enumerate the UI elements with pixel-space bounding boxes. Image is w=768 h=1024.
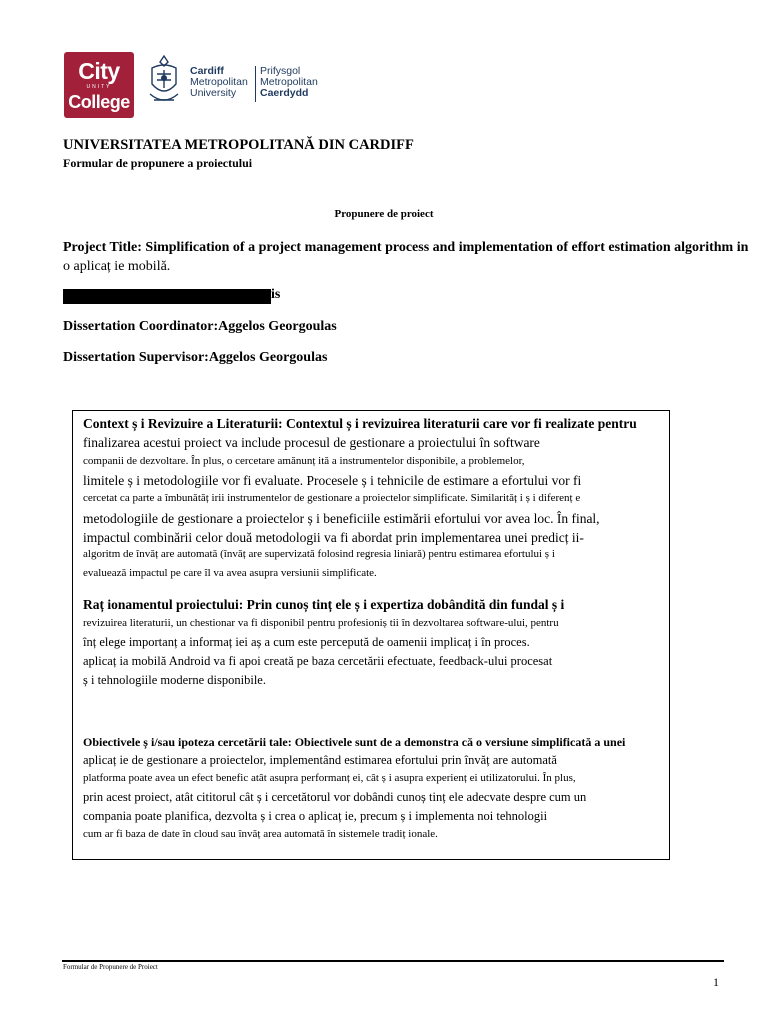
cmu-line3: University bbox=[190, 87, 237, 99]
context-line: finalizarea acestui proiect va include procesul de gestionare a proiectului în software bbox=[83, 435, 540, 450]
objectives-line: compania poate planifica, dezvolta ș i crea o aplicaț ie, precum ș i implementa noi tehnologii bbox=[83, 809, 548, 823]
project-title bbox=[63, 238, 763, 276]
project-title-line2: o aplicaț ie mobilă. bbox=[63, 259, 171, 274]
context-line: impactul combinării celor două metodologii va fi abordat prin implementarea unei predicț ii- bbox=[83, 530, 584, 545]
project-title-line1: Project Title: Simplification of a project management process and implementation of effort estimation algorithm in bbox=[63, 240, 749, 255]
context-heading-line: Context ș i Revizuire a Literaturii: Contextul ș i revizuirea literaturii care vor fi realizate pentru bbox=[83, 416, 637, 431]
rationale-line: înț elege importanț a informaț iei aș a cum este percepută de oamenii implicaț i în proces. bbox=[83, 635, 530, 649]
context-line: companii de dezvoltare. În plus, o cercetare amănunț ită a instrumentelor disponibile, a problemelor, bbox=[83, 455, 525, 467]
logo-divider bbox=[255, 66, 256, 102]
context-line: cercetat ca parte a îmbunătăț irii instrumentelor de gestionare a proiectelor simplificate. Similarităț i ș i diferenț e bbox=[83, 492, 581, 504]
cardiff-english-name bbox=[190, 66, 248, 99]
pmc-line1: Prifysgol bbox=[260, 65, 301, 77]
context-line: metodologiile de gestionare a proiectelor ș i beneficiile estimării efortului vor avea loc. În final, bbox=[83, 511, 600, 526]
context-line: algoritm de învăț are automată (învăț are supervizată folosind regresia liniară) pentru estimarea efortului ș i bbox=[83, 548, 555, 560]
city-logo-line3: College bbox=[68, 92, 130, 112]
rationale-line: revizuirea literaturii, un chestionar va fi disponibil pentru profesioniș tii în dezvoltarea software-ului, pentru bbox=[83, 617, 559, 629]
section-title: Propunere de proiect bbox=[334, 208, 434, 220]
rationale-line: aplicaț ia mobilă Android va fi apoi creată pe baza cercetării efectuate, feedback-ului procesat bbox=[83, 654, 553, 668]
context-line: limitele ș i metodologiile vor fi evaluate. Procesele ș i tehnicile de estimare a efortului vor fi bbox=[83, 473, 582, 488]
university-title: UNIVERSITATEA METROPOLITANĂ DIN CARDIFF bbox=[63, 137, 414, 153]
cmu-line2: Metropolitan bbox=[190, 76, 248, 88]
page-number: 1 bbox=[713, 975, 719, 989]
objectives-line: prin acest proiect, atât cititorul cât ș i cercetătorul vor dobândi cunoș tinț ele adecvate despre cum un bbox=[83, 790, 587, 804]
rationale-line: ș i tehnologiile moderne disponibile. bbox=[83, 673, 266, 687]
pmc-line2: Metropolitan bbox=[260, 76, 318, 88]
cardiff-crest-icon bbox=[146, 54, 182, 108]
objectives-line: cum ar fi baza de date în cloud sau învăț area automată în sistemele tradiț ionale. bbox=[83, 828, 438, 840]
dissertation-coordinator: Dissertation Coordinator:Aggelos Georgoulas bbox=[63, 319, 337, 334]
cmu-line1: Cardiff bbox=[190, 65, 224, 77]
footer-text: Formular de Propunere de Proiect bbox=[63, 963, 158, 971]
city-logo-line2: UNITY bbox=[86, 84, 112, 90]
cardiff-welsh-name bbox=[260, 66, 318, 99]
dissertation-supervisor: Dissertation Supervisor:Aggelos Georgoulas bbox=[63, 350, 328, 365]
city-college-logo bbox=[64, 52, 134, 118]
redacted-name-tail: is bbox=[271, 287, 281, 302]
objectives-heading-line: Obiectivele ș i/sau ipoteza cercetării tale: Obiectivele sunt de a demonstra că o versiune simplificată a unei bbox=[83, 735, 626, 749]
objectives-line: platforma poate avea un efect benefic atât asupra performanț ei, cât ș i asupra experienț ei utilizatorului. În plus, bbox=[83, 772, 576, 784]
rationale-heading-line: Raț ionamentul proiectului: Prin cunoș tinț ele ș i expertiza dobândită din fundal ș i bbox=[83, 597, 565, 612]
objectives-line: aplicaț ie de gestionare a proiectelor, implementând estimarea efortului prin învăț are automată bbox=[83, 753, 557, 767]
form-subtitle: Formular de propunere a proiectului bbox=[63, 156, 253, 170]
city-logo-line1: City bbox=[78, 58, 120, 84]
footer-divider bbox=[62, 960, 724, 962]
context-line: evaluează impactul pe care îl va avea asupra versiunii simplificate. bbox=[83, 567, 377, 579]
redacted-name-block bbox=[63, 289, 271, 304]
pmc-line3: Caerdydd bbox=[260, 87, 309, 99]
